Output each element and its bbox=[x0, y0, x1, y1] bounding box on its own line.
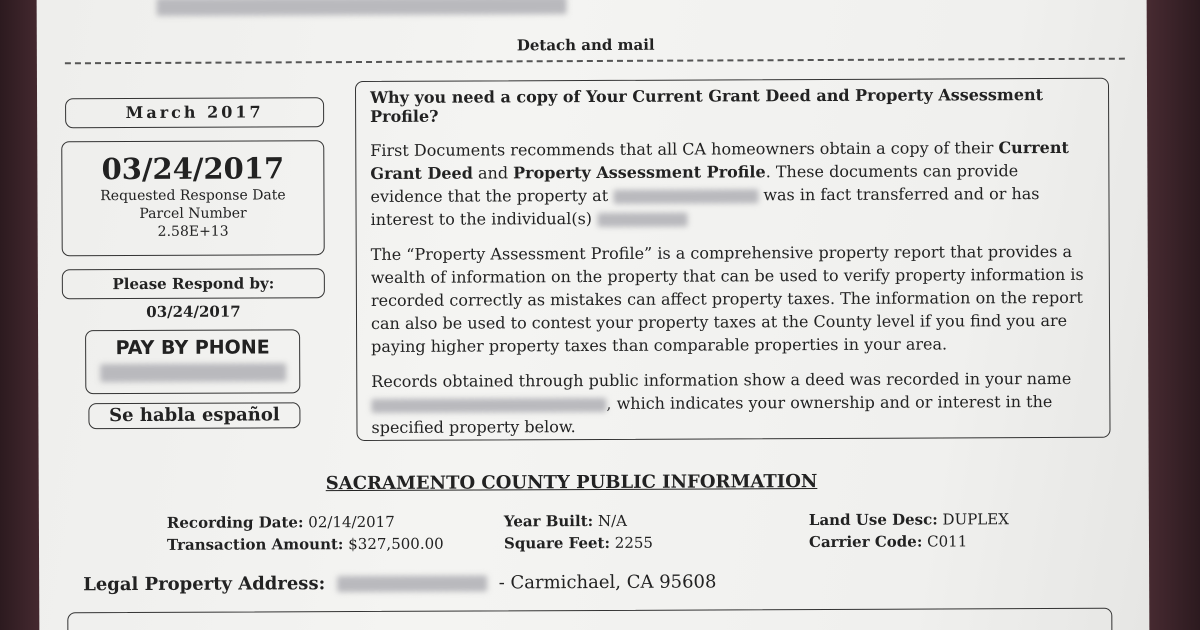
background-right bbox=[1142, 0, 1200, 630]
bottom-box bbox=[67, 608, 1112, 630]
mail-letter bbox=[37, 0, 1150, 630]
redacted-phone-number bbox=[100, 363, 286, 382]
redacted-owner-name bbox=[597, 212, 687, 226]
why-title: Why you need a copy of Your Current Grant Deed and Property Assessment Profile? bbox=[370, 85, 1044, 126]
parcel-label: Parcel Number bbox=[139, 205, 247, 222]
pay-by-phone-title: PAY BY PHONE bbox=[115, 336, 270, 360]
redacted-street bbox=[337, 575, 487, 592]
county-title: SACRAMENTO COUNTY PUBLIC INFORMATION bbox=[325, 471, 818, 495]
month-box: March 2017 bbox=[65, 97, 324, 128]
transaction-amount: $327,500.00 bbox=[348, 534, 444, 554]
response-date-box bbox=[61, 140, 324, 256]
redacted-header bbox=[157, 0, 567, 16]
redacted-name-date bbox=[371, 397, 606, 412]
legal-property-address: Legal Property Address: - Carmichael, CA 95608 bbox=[83, 571, 717, 596]
why-box bbox=[355, 78, 1111, 441]
response-date-label: Requested Response Date bbox=[100, 187, 286, 205]
land-use: DUPLEX bbox=[942, 510, 1009, 529]
respond-by-box: Please Respond by: 03/24/2017 bbox=[62, 268, 325, 299]
recording-date: 02/14/2017 bbox=[308, 512, 395, 532]
pay-by-phone-box bbox=[85, 329, 300, 394]
why-paragraph-3: Records obtained through public information show a deed was recorded in your name , which indicates your ownership and or interest in the specified property below. bbox=[371, 368, 1072, 437]
redacted-property-address bbox=[613, 189, 758, 204]
response-date: 03/24/2017 bbox=[101, 151, 285, 187]
carrier-code: C011 bbox=[927, 532, 968, 551]
square-feet: 2255 bbox=[614, 533, 653, 552]
recording-info: Recording Date: 02/14/2017 Transaction Amount: $327,500.00 bbox=[166, 512, 444, 554]
building-info: Year Built: N/A Square Feet: 2255 bbox=[503, 511, 653, 553]
espanol-box: Se habla español bbox=[88, 402, 300, 429]
land-info: Land Use Desc: DUPLEX Carrier Code: C011 bbox=[808, 510, 1009, 552]
why-paragraph-1: First Documents recommends that all CA homeowners obtain a copy of their Current Grant Deed and Property Assessment Profile. These documents can provide evidence that the property at was in fact transferred and or has interest to the individual(s) bbox=[370, 137, 1069, 229]
parcel-value: 2.58E+13 bbox=[157, 223, 229, 240]
detach-label: Detach and mail bbox=[516, 35, 655, 55]
detach-line bbox=[65, 58, 1125, 65]
year-built: N/A bbox=[597, 511, 627, 530]
why-paragraph-2: The “Property Assessment Profile” is a comprehensive property report that provides a wealth of information on the property that can be used to verify property information is recorded correctly as mistakes can affect property taxes. The information on the report can also be used to contest your property taxes at the County level if you find you are paying higher property taxes than comparable properties in your area. bbox=[370, 241, 1084, 356]
